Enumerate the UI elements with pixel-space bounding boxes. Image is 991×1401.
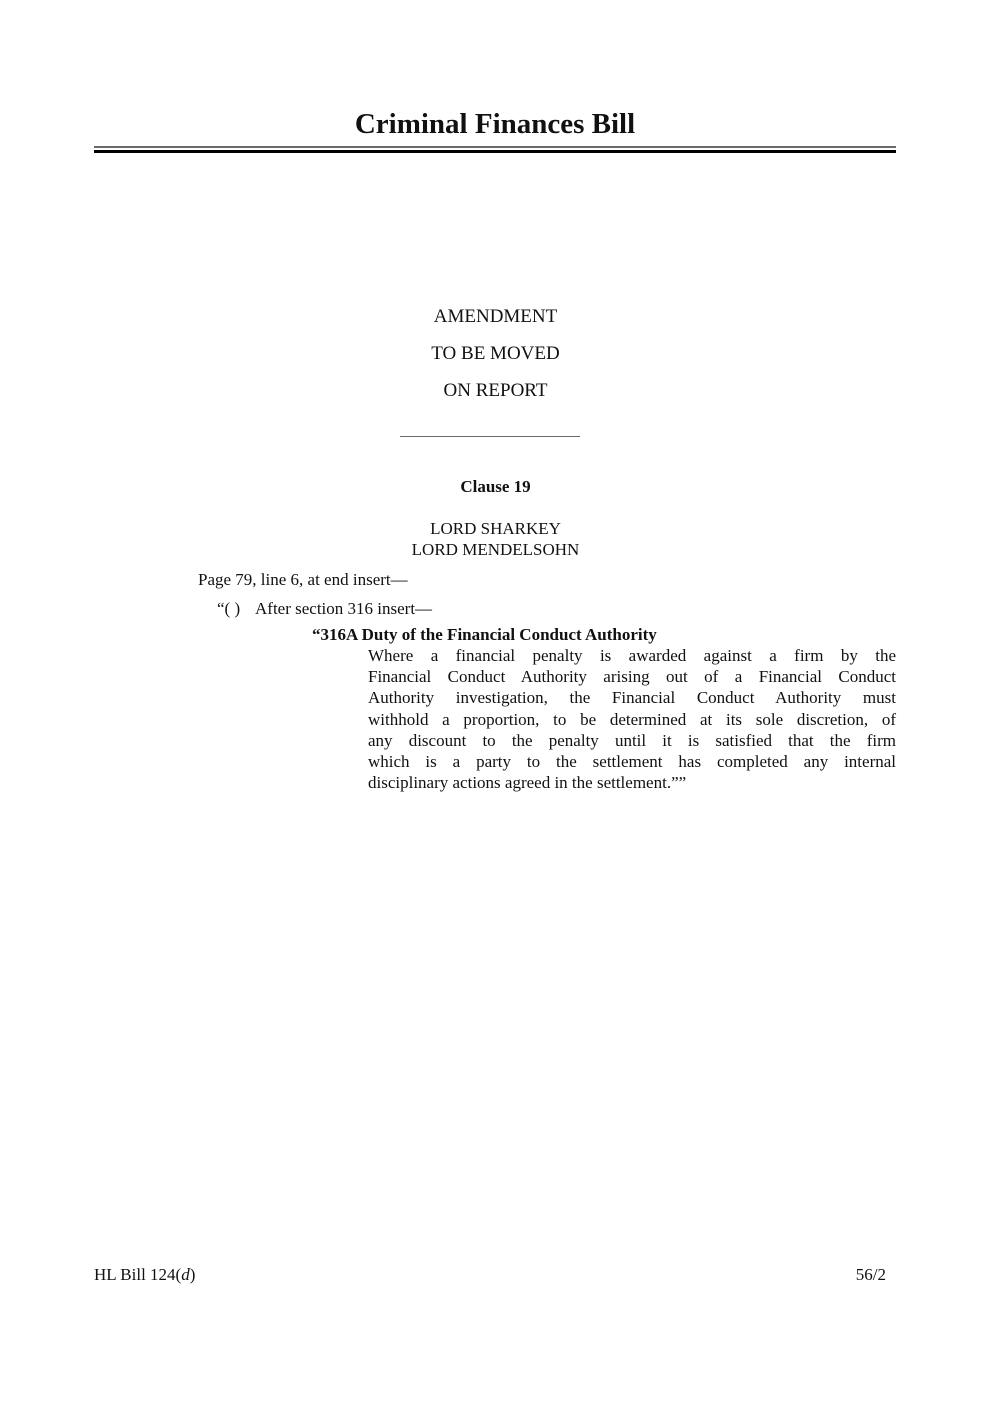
clause-heading: Clause 19 [460, 477, 531, 496]
title-rule-thin [94, 146, 896, 148]
amendment-instruction: Page 79, line 6, at end insert— [198, 570, 408, 589]
heading-amendment: AMENDMENT [433, 306, 558, 327]
new-section-body [368, 645, 896, 793]
bill-ref-suffix: ) [189, 1265, 196, 1284]
page-reference: 56/2 [855, 1265, 886, 1284]
bill-reference [94, 1264, 195, 1286]
bill-ref-italic: d [181, 1265, 190, 1284]
subsection-number: “( ) [217, 599, 241, 618]
body-line: which is a party to the settlement has completed any internal [368, 752, 896, 772]
body-line: disciplinary actions agreed in the settlement.”” [368, 773, 687, 793]
heading-to-be-moved: TO BE MOVED [431, 343, 560, 364]
body-line: any discount to the penalty until it is satisfied that the firm [368, 730, 896, 750]
heading-on-report: ON REPORT [443, 380, 548, 401]
separator-rule [400, 436, 580, 437]
body-line: withhold a proportion, to be determined at its sole discretion, of [368, 709, 896, 729]
subsection-text: After section 316 insert— [255, 599, 433, 618]
title-rule-thick [94, 150, 896, 153]
sponsor-name: LORD MENDELSOHN [411, 540, 580, 559]
body-line: Where a financial penalty is awarded against a firm by the [368, 646, 896, 665]
sponsor-name: LORD SHARKEY [430, 519, 561, 538]
body-line: Financial Conduct Authority arising out of a Financial Conduct [368, 667, 896, 687]
page-title: Criminal Finances Bill [354, 108, 636, 140]
new-section-heading: “316A Duty of the Financial Conduct Authority [312, 625, 657, 644]
body-line: Authority investigation, the Financial Conduct Authority must [368, 688, 896, 708]
subsection [217, 598, 432, 619]
bill-ref-prefix: HL Bill 124( [94, 1265, 182, 1284]
